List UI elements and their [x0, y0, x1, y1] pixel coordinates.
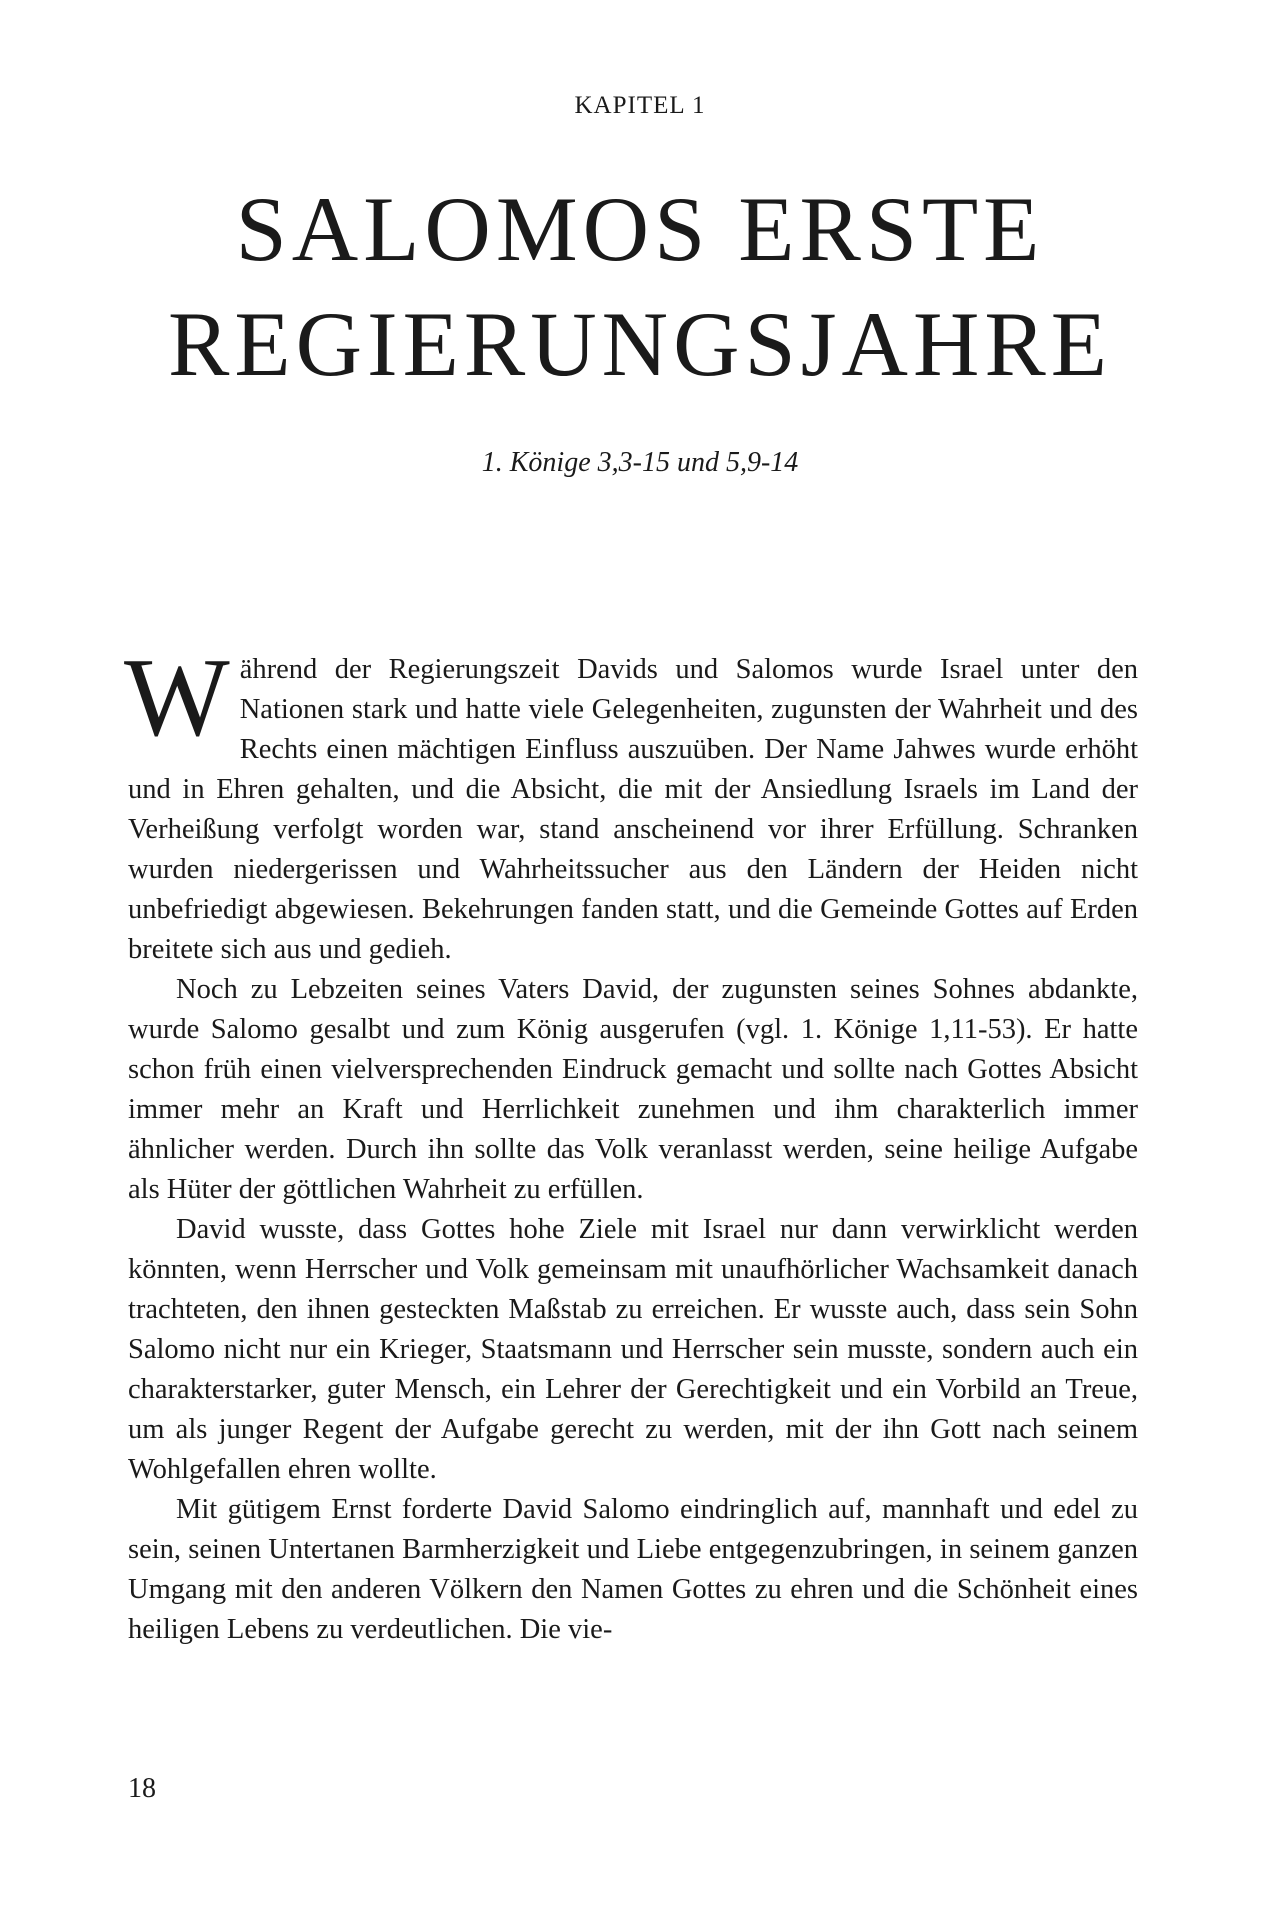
- chapter-title-line-2: REGIERUNGSJAHRE: [168, 293, 1112, 395]
- paragraph-2: Noch zu Lebzeiten seines Vaters David, der zugunsten seines Sohnes abdankte, wurde Salomo gesalbt und zum König ausgerufen (vgl. 1. Könige 1,11-53). Er hatte schon früh einen vielversprechenden Eindruck gemacht und sollte nach Gottes Absicht immer mehr an Kraft und Herrlichkeit zunehmen und ihm charakterlich immer ähnlicher werden. Durch ihn sollte das Volk veranlasst werden, seine heilige Aufgabe als Hüter der göttlichen Wahrheit zu erfüllen.: [128, 974, 1138, 1205]
- paragraph-3: David wusste, dass Gottes hohe Ziele mit Israel nur dann verwirklicht werden könnten, wenn Herrscher und Volk gemeinsam mit unaufhörlicher Wachsamkeit danach trachteten, den ihnen gesteckten Maßstab zu erreichen. Er wusste auch, dass sein Sohn Salomo nicht nur ein Krieger, Staatsmann und Herrscher sein musste, sondern auch ein charakterstarker, guter Mensch, ein Lehrer der Gerechtigkeit und ein Vorbild an Treue, um als junger Regent der Aufgabe gerecht zu werden, mit der ihn Gott nach seinem Wohlgefallen ehren wollte.: [128, 1214, 1138, 1485]
- paragraph-4: Mit gütigem Ernst forderte David Salomo eindringlich auf, mannhaft und edel zu sein, seinen Untertanen Barmherzigkeit und Liebe entgegenzubringen, in seinem ganzen Umgang mit den anderen Völkern den Namen Gottes zu ehren und die Schönheit eines heiligen Lebens zu verdeutlichen. Die vie-: [128, 1494, 1138, 1645]
- drop-cap: W: [124, 636, 230, 760]
- chapter-title: [0, 172, 1280, 402]
- chapter-title-line-1: SALOMOS ERSTE: [235, 178, 1045, 280]
- page-number: 18: [128, 1773, 156, 1804]
- body-text: [124, 636, 1138, 1650]
- scripture-reference: 1. Könige 3,3-15 und 5,9-14: [481, 447, 799, 478]
- paragraph-1-text: ährend der Regierungszeit Davids und Salomos wurde Israel unter den Nationen stark und hatte viele Gelegenheiten, zugunsten der Wahrheit und des Rechts einen mächtigen Einfluss auszuüben. Der Name Jahwes wurde erhöht und in Ehren gehalten, und die Absicht, die mit der Ansiedlung Israels im Land der Verheißung verfolgt worden war, stand anscheinend vor ihrer Erfüllung. Schranken wurden niedergerissen und Wahrheitssucher aus den Ländern der Heiden nicht unbefriedigt abgewiesen. Bekehrungen fanden statt, und die Gemeinde Gottes auf Erden breitete sich aus und gedieh.: [128, 654, 1138, 965]
- chapter-label: KAPITEL 1: [574, 92, 706, 119]
- paragraph-1: [124, 636, 1138, 970]
